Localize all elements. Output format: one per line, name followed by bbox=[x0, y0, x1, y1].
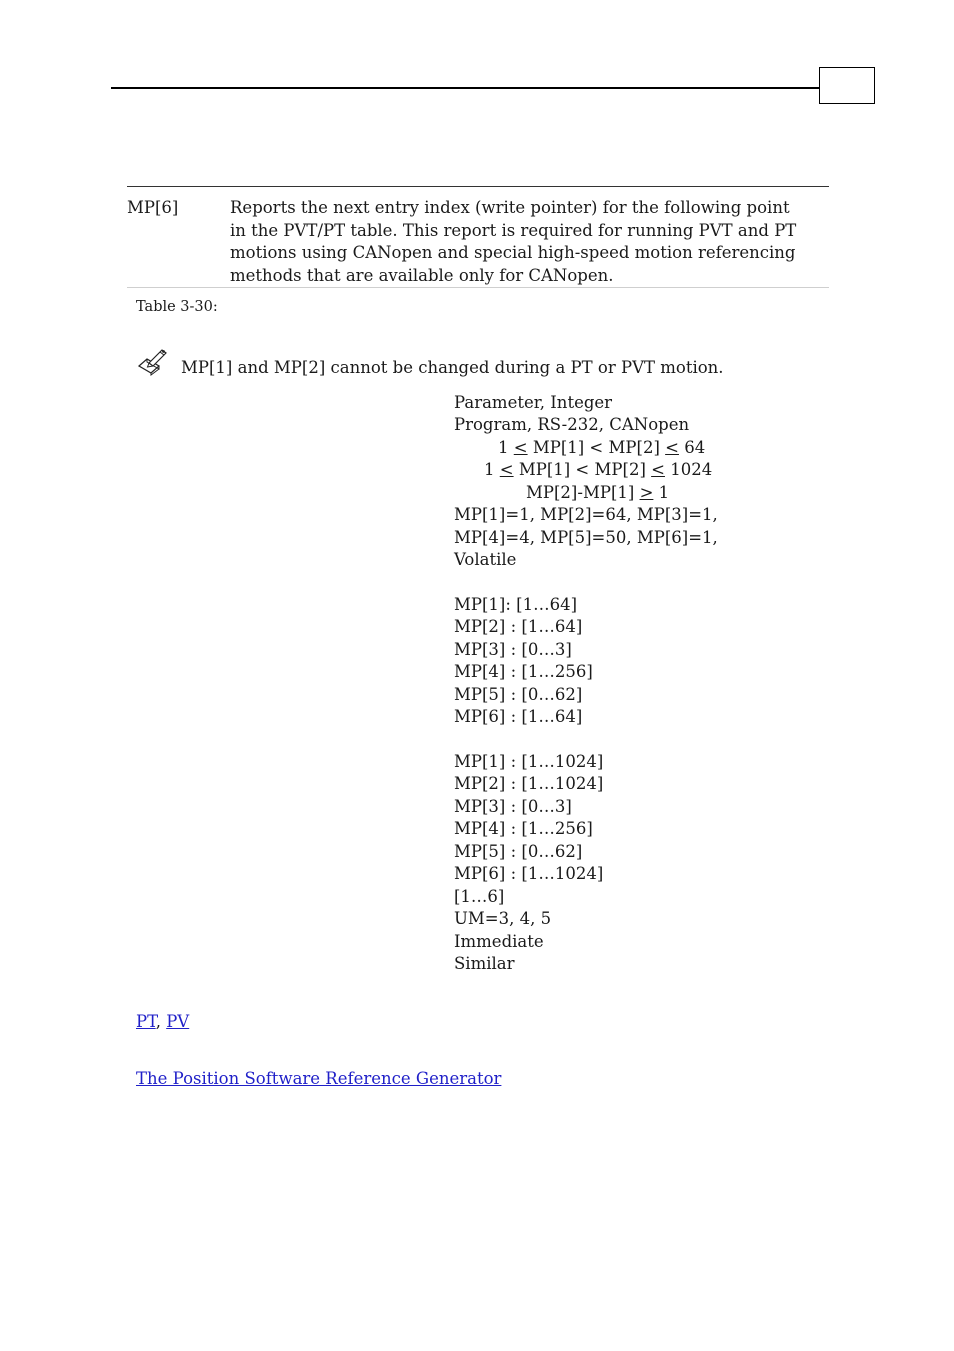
attr-range-a: MP[1]: [1…64] bbox=[454, 594, 578, 614]
attr-range-b: MP[6] : [1…1024] bbox=[454, 864, 604, 884]
restriction-operator: < bbox=[665, 437, 679, 457]
attr-source: Program, RS-232, CANopen bbox=[454, 415, 690, 435]
attr-unit-modes: UM=3, 4, 5 bbox=[454, 909, 552, 929]
attr-range-b: MP[2] : [1…1024] bbox=[454, 774, 604, 794]
attr-range-a: MP[5] : [0…62] bbox=[454, 684, 583, 704]
attr-restriction-1 bbox=[454, 437, 754, 459]
table-bottom-border bbox=[127, 287, 829, 288]
related-commands bbox=[136, 1011, 189, 1033]
restriction-text: 1 bbox=[498, 437, 514, 457]
attr-range-b: MP[4] : [1…256] bbox=[454, 819, 593, 839]
attr-index-range: [1…6] bbox=[454, 886, 505, 906]
attr-range-a: MP[3] : [0…3] bbox=[454, 639, 572, 659]
link-pv[interactable]: PV bbox=[166, 1012, 190, 1031]
attr-activation: Immediate bbox=[454, 931, 544, 951]
page-number-box bbox=[819, 67, 875, 104]
restriction-operator: < bbox=[651, 460, 665, 480]
attr-restriction-2 bbox=[454, 459, 754, 481]
attr-range-b: MP[3] : [0…3] bbox=[454, 796, 572, 816]
restriction-text: 1024 bbox=[664, 460, 713, 480]
attr-axes: Similar bbox=[454, 953, 515, 973]
attr-range-b: MP[5] : [0…62] bbox=[454, 841, 583, 861]
restriction-text: MP[1] < MP[2] bbox=[527, 437, 666, 457]
restriction-text: MP[1] < MP[2] bbox=[513, 460, 652, 480]
link-separator: , bbox=[155, 1012, 167, 1031]
attribute-values bbox=[454, 392, 754, 975]
restriction-operator: < bbox=[499, 460, 514, 480]
related-reference bbox=[136, 1068, 501, 1090]
restriction-operator: < bbox=[513, 437, 528, 457]
attr-range-b: MP[1] : [1…1024] bbox=[454, 752, 604, 771]
attr-spacer bbox=[454, 729, 754, 751]
attr-range-a: MP[2] : [1…64] bbox=[454, 617, 583, 637]
attr-non-volatile: Volatile bbox=[454, 550, 517, 570]
attr-range-a: MP[4] : [1…256] bbox=[454, 662, 593, 682]
restriction-operator: > bbox=[639, 482, 654, 502]
link-position-reference-generator[interactable]: The Position Software Reference Generator bbox=[136, 1069, 502, 1088]
note-pencil-icon bbox=[136, 346, 170, 376]
restriction-text: MP[2]-MP[1] bbox=[526, 482, 640, 502]
attr-type: Parameter, Integer bbox=[454, 393, 613, 412]
restriction-text: 64 bbox=[678, 437, 706, 457]
table-row-description: Reports the next entry index (write pointer) for the following point in the PVT/PT table. This report is required for running PVT and PT motions using CANopen and special high-speed motion referencing methods that are available only for CANopen. bbox=[230, 198, 797, 285]
table-caption: Table 3-30: bbox=[136, 299, 218, 315]
attr-restriction-3 bbox=[454, 482, 754, 504]
attr-range-a: MP[6] : [1…64] bbox=[454, 707, 583, 727]
restriction-text: 1 bbox=[484, 460, 500, 480]
attr-default-2: MP[4]=4, MP[5]=50, MP[6]=1, bbox=[454, 527, 718, 547]
attr-default-1: MP[1]=1, MP[2]=64, MP[3]=1, bbox=[454, 505, 718, 525]
attr-spacer bbox=[454, 572, 754, 594]
table-top-border bbox=[127, 186, 829, 187]
restriction-text: 1 bbox=[653, 482, 670, 502]
table-row-key: MP[6] bbox=[127, 198, 179, 217]
note-text: MP[1] and MP[2] cannot be changed during a PT or PVT motion. bbox=[181, 358, 724, 377]
header-rule bbox=[111, 87, 819, 89]
link-pt[interactable]: PT bbox=[136, 1012, 156, 1031]
